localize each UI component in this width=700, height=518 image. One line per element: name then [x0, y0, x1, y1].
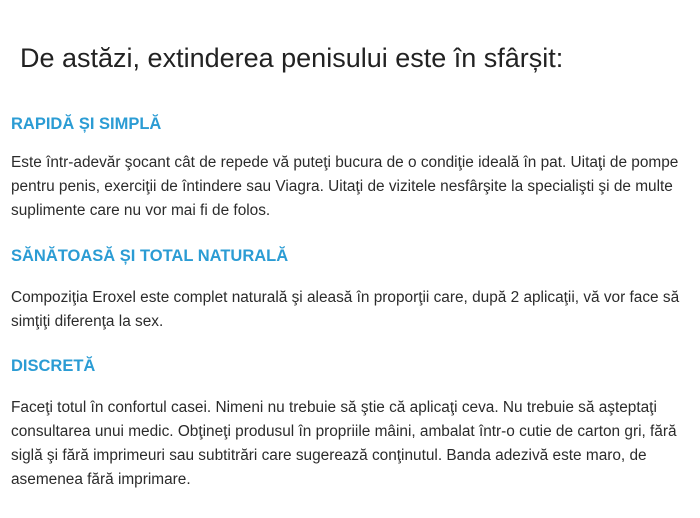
- page-headline: De astăzi, extinderea penisului este în sfârșit:: [20, 43, 564, 73]
- section-body-healthy-natural: Compoziţia Eroxel este complet naturală şi aleasă în proporţii care, după 2 aplicaţii, vă vor face să simţiţi diferenţa la sex.: [11, 289, 680, 330]
- section-title-discreet: DISCRETĂ: [11, 357, 96, 375]
- section-body-discreet: Faceţi totul în confortul casei. Nimeni nu trebuie să ştie că aplicaţi ceva. Nu trebuie să aşteptaţi consultarea unui medic. Obţineţi produsul în propriile mâini, ambalat într-o cutie de carton gri, fără siglă şi fără imprimeuri sau subtitrări care sugerează conţinutul. Banda adezivă este maro, de asemenea fără imprimare.: [11, 399, 677, 488]
- section-title-healthy-natural: SĂNĂTOASĂ ȘI TOTAL NATURALĂ: [11, 247, 289, 265]
- section-title-fast-simple: RAPIDĂ ȘI SIMPLĂ: [11, 115, 162, 133]
- section-body-fast-simple: Este într-adevăr şocant cât de repede vă puteţi bucura de o condiţie ideală în pat. Uitaţi de pompe pentru penis, exerciţii de întindere sau Viagra. Uitaţi de vizitele nesfârşite la specialişti şi de multe suplimente care nu vor mai fi de folos.: [11, 154, 679, 219]
